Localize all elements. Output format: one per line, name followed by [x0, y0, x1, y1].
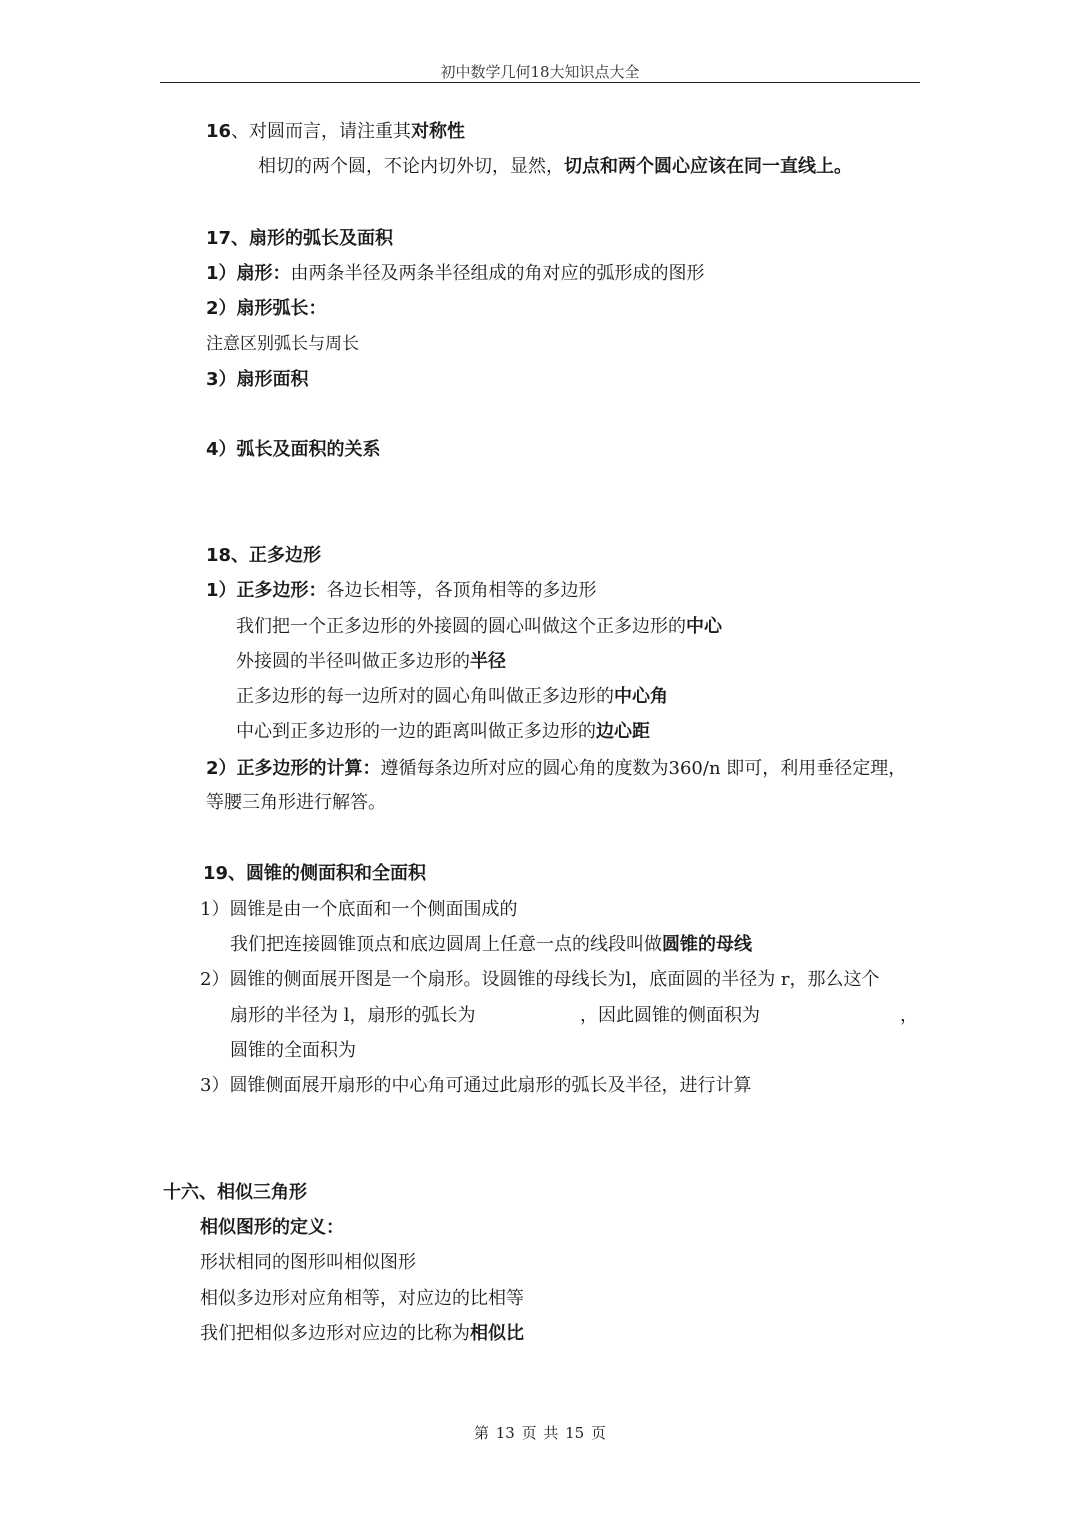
section-19-item-1: 1）圆锥是由一个底面和一个侧面围成的 — [200, 899, 518, 920]
section-19-item-2-comma: ， — [900, 1005, 918, 1026]
section-18-def-central-angle — [236, 684, 668, 710]
section-19-item-1-sub — [230, 932, 752, 958]
section-18-item-2-text: 遵循每条边所对应的圆心角的度数为360/n 即可，利用垂径定理， — [380, 758, 907, 779]
section-19-item-2-total-area: 圆锥的全面积为 — [230, 1040, 356, 1061]
page-footer: 第 13 页 共 15 页 — [473, 1424, 606, 1442]
section-18-def-radius-term: 半径 — [470, 651, 506, 672]
section-16-title-bold: 对称性 — [411, 121, 466, 142]
section-17-item-1-text: 由两条半径及两条半径组成的角对应的弧形成的图形 — [290, 263, 705, 284]
header-rule — [160, 82, 920, 83]
section-18-def-apothem-term: 边心距 — [596, 721, 650, 742]
section-18-def-central-angle-text: 正多边形的每一边所对的圆心角叫做正多边形的 — [236, 686, 614, 707]
section-16-number: 16 — [206, 121, 232, 142]
section-18-item-1 — [206, 578, 597, 604]
section-18-item-2-label: 2）正多边形的计算： — [206, 758, 381, 779]
section-19-item-1-sub-term: 圆锥的母线 — [662, 934, 752, 955]
section-16-title — [206, 119, 465, 145]
section-17-item-2-label: 2）扇形弧长： — [206, 298, 327, 319]
section-16-title-text: 、对圆而言，请注重其 — [231, 121, 412, 142]
section-18-def-center-term: 中心 — [686, 616, 722, 637]
section-18-def-center — [236, 614, 722, 640]
section-18-def-apothem-text: 中心到正多边形的一边的距离叫做正多边形的 — [236, 721, 596, 742]
section-18-def-central-angle-term: 中心角 — [614, 686, 668, 707]
section-18-item-2-continuation: 等腰三角形进行解答。 — [206, 792, 386, 813]
section-19-item-3: 3）圆锥侧面展开扇形的中心角可通过此扇形的弧长及半径，进行计算 — [200, 1075, 752, 1096]
section-18-def-apothem — [236, 719, 650, 745]
section-19-item-2-arc-length: 扇形的半径为 l，扇形的弧长为 — [230, 1005, 476, 1026]
section-16-line-1-bold: 切点和两个圆心应该在同一直线上。 — [564, 156, 852, 177]
section-17-item-4-label: 4）弧长及面积的关系 — [206, 439, 381, 460]
section-19-item-1-sub-text: 我们把连接圆锥顶点和底边圆周上任意一点的线段叫做 — [230, 934, 662, 955]
section-18-item-2 — [206, 756, 906, 782]
chapter-16-line-1: 形状相同的图形叫相似图形 — [200, 1252, 416, 1273]
section-17-item-3-label: 3）扇形面积 — [206, 369, 309, 390]
chapter-16-line-3-term: 相似比 — [470, 1323, 524, 1344]
section-18-def-radius — [236, 649, 506, 675]
section-19-item-2: 2）圆锥的侧面展开图是一个扇形。设圆锥的母线长为l，底面圆的半径为 r，那么这个 — [200, 969, 880, 990]
section-17-item-2-note: 注意区别弧长与周长 — [206, 334, 359, 354]
section-17-item-1 — [206, 261, 705, 287]
chapter-16-title: 十六、相似三角形 — [163, 1182, 307, 1203]
section-18-item-1-label: 1）正多边形： — [206, 580, 327, 601]
page-header: 初中数学几何18大知识点大全 — [440, 63, 640, 81]
section-19-title: 19、圆锥的侧面积和全面积 — [203, 863, 427, 884]
section-19-item-2-lateral-area: ，因此圆锥的侧面积为 — [580, 1005, 760, 1026]
section-18-def-radius-text: 外接圆的半径叫做正多边形的 — [236, 651, 470, 672]
chapter-16-line-2: 相似多边形对应角相等，对应边的比相等 — [200, 1288, 524, 1309]
chapter-16-definition-label: 相似图形的定义： — [200, 1217, 344, 1238]
chapter-16-line-3 — [200, 1321, 524, 1347]
section-18-def-center-text: 我们把一个正多边形的外接圆的圆心叫做这个正多边形的 — [236, 616, 686, 637]
section-16-line-1-text: 相切的两个圆，不论内切外切，显然， — [258, 156, 564, 177]
chapter-16-line-3-text: 我们把相似多边形对应边的比称为 — [200, 1323, 470, 1344]
section-18-title: 18、正多边形 — [206, 545, 322, 566]
section-16-line-1 — [258, 154, 852, 180]
section-17-item-1-label: 1）扇形： — [206, 263, 291, 284]
section-18-item-1-text: 各边长相等，各顶角相等的多边形 — [326, 580, 597, 601]
section-17-title: 17、扇形的弧长及面积 — [206, 228, 394, 249]
